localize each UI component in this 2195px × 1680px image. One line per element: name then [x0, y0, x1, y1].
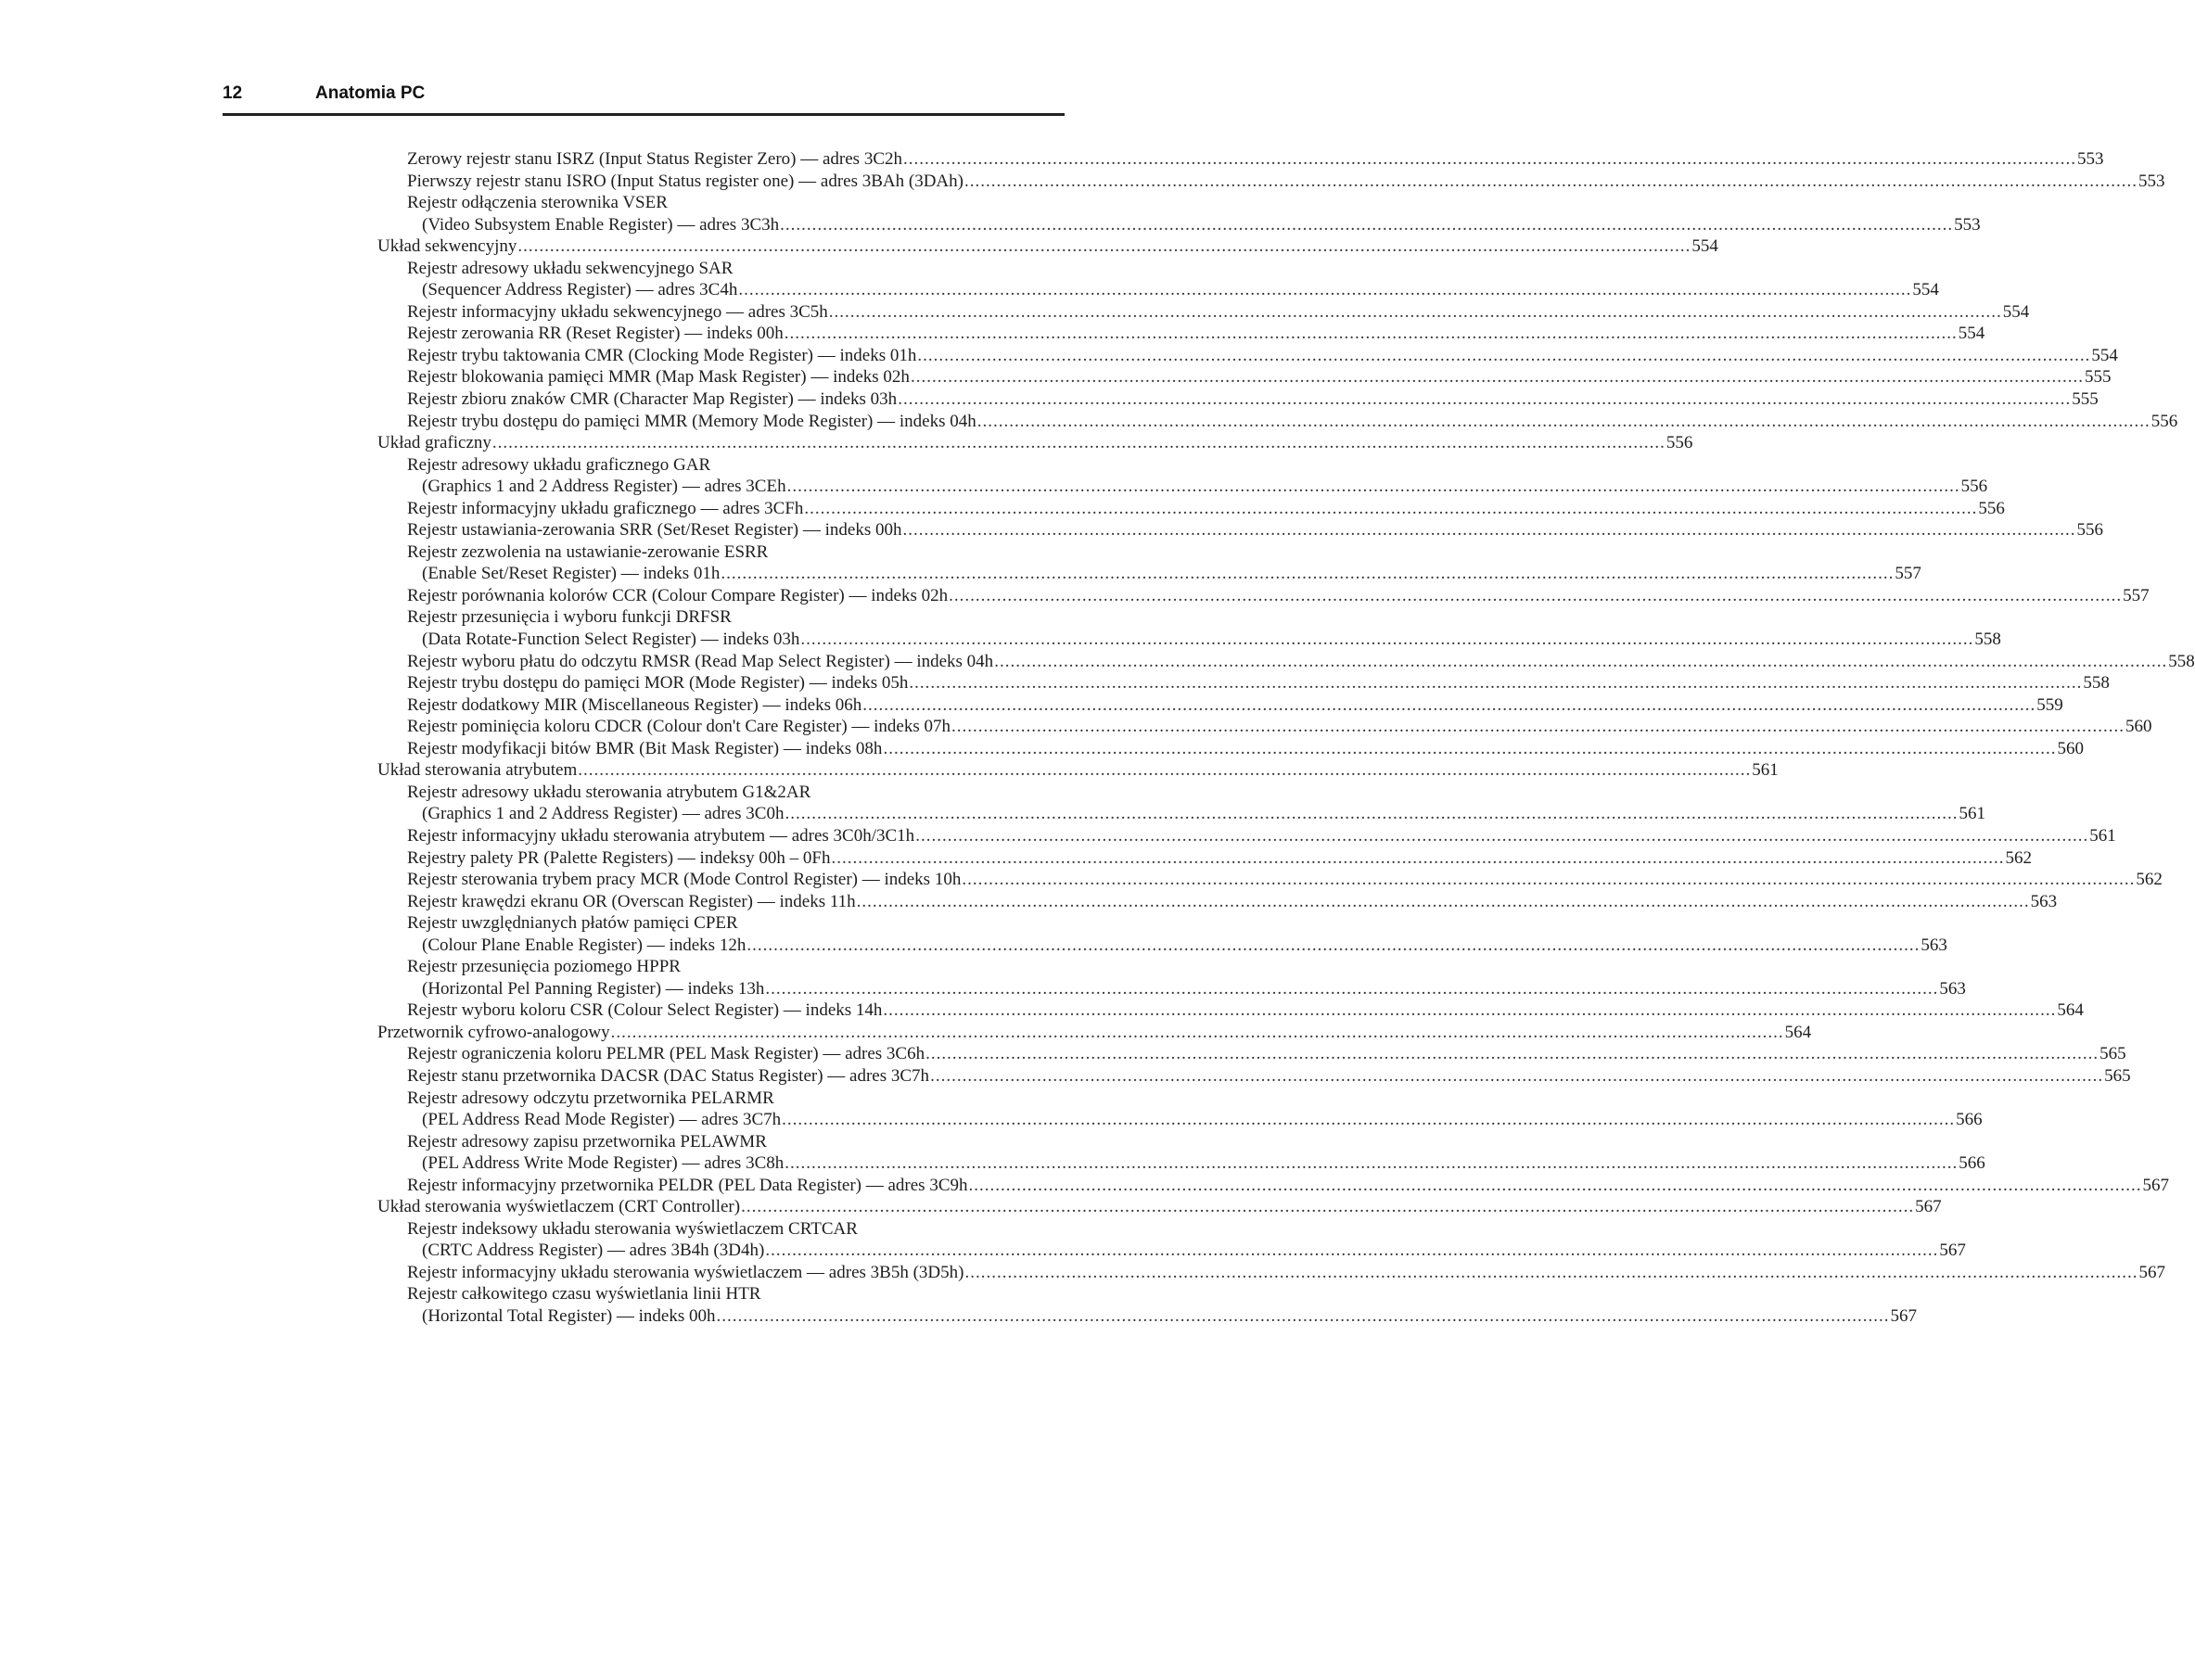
toc-page-number: 557: [2123, 585, 2150, 605]
toc-entry: [377, 1152, 1985, 1175]
toc-page-number: 562: [2005, 847, 2032, 868]
toc-entry: [377, 629, 2001, 651]
dot-leader: ............................................................................................................................................................................................................................: [800, 630, 1974, 650]
toc-entry-text: (PEL Address Write Mode Register) — adres 3C8h: [422, 1153, 785, 1174]
toc-page-number: 567: [1939, 1241, 1966, 1261]
toc-entry-text: Rejestr ograniczenia koloru PELMR (PEL Mask Register) — adres 3C6h: [407, 1044, 925, 1064]
toc-entry: [377, 563, 1921, 585]
toc-entry: [377, 388, 2099, 411]
toc-entry-text: Rejestr całkowitego czasu wyświetlania linii HTR: [407, 1284, 761, 1305]
toc-entry: [377, 694, 2063, 717]
toc-page-number: 567: [2138, 1262, 2165, 1282]
toc-entry: [377, 366, 2112, 388]
toc-entry: [377, 1175, 2170, 1197]
toc-entry-text: (Video Subsystem Enable Register) — adres 3C3h: [422, 214, 780, 235]
dot-leader: ............................................................................................................................................................................................................................: [976, 411, 2150, 431]
toc-entry: [377, 803, 1985, 825]
toc-entry-text: Rejestr adresowy układu sterowania atrybutem G1&2AR: [407, 782, 811, 802]
toc-entry: [377, 606, 1064, 629]
dot-leader: ............................................................................................................................................................................................................................: [738, 280, 1912, 300]
toc-page-number: 558: [2168, 651, 2195, 671]
dot-leader: ............................................................................................................................................................................................................................: [951, 717, 2125, 737]
toc-entry-text: Rejestr porównania kolorów CCR (Colour Compare Register) — indeks 02h: [407, 585, 949, 605]
dot-leader: ............................................................................................................................................................................................................................: [883, 1000, 2057, 1021]
toc-page-number: 567: [1890, 1305, 1918, 1326]
toc-entry-text: Rejestr sterowania trybem pracy MCR (Mode Control Register) — indeks 10h: [407, 870, 962, 890]
toc-page-number: 562: [2136, 870, 2163, 890]
dot-leader: ............................................................................................................................................................................................................................: [741, 1197, 1915, 1217]
page-number: 12: [223, 83, 243, 103]
toc-entry-text: Rejestr zerowania RR (Reset Register) — indeks 00h: [407, 324, 784, 344]
toc-entry: [377, 978, 1966, 1000]
toc-entry: [377, 345, 2118, 367]
toc-entry: [377, 651, 2195, 673]
toc-page-number: 564: [2057, 1000, 2084, 1021]
toc-entry-text: Rejestr zbioru znaków CMR (Character Map Register) — indeks 03h: [407, 389, 898, 410]
toc-entry: [377, 869, 2163, 891]
toc-page-number: 567: [1915, 1197, 1942, 1217]
toc-entry-text: (Enable Set/Reset Register) — indeks 01h: [422, 564, 721, 584]
toc-entry-text: Rejestr krawędzi ekranu OR (Overscan Register) — indeks 11h: [407, 891, 856, 911]
toc-section-entry: [377, 1196, 1942, 1218]
toc-page-number: 556: [1960, 477, 1988, 497]
toc-entry-text: Rejestr wyboru koloru CSR (Colour Select Register) — indeks 14h: [407, 1000, 883, 1021]
toc-entry: [377, 498, 2005, 520]
toc-section-entry: [377, 759, 1779, 782]
toc-entry-text: Rejestr adresowy układu graficznego GAR: [407, 454, 711, 475]
toc-entry-text: (Sequencer Address Register) — adres 3C4h: [422, 280, 738, 300]
toc-entry-text: Rejestr modyfikacji bitów BMR (Bit Mask Register) — indeks 08h: [407, 738, 883, 758]
toc-entry-text: Rejestr trybu taktowania CMR (Clocking Mode Register) — indeks 01h: [407, 345, 917, 365]
toc-page-number: 560: [2125, 717, 2152, 737]
toc-entry: [377, 1218, 1064, 1241]
toc-entry-text: Rejestr odłączenia sterownika VSER: [407, 193, 668, 213]
toc-entry-text: Rejestr przesunięcia i wyboru funkcji DRFSR: [407, 607, 732, 628]
toc-page-number: 554: [1958, 324, 1985, 344]
toc-entry-text: Rejestr adresowy układu sekwencyjnego SAR: [407, 258, 734, 278]
dot-leader: ............................................................................................................................................................................................................................: [994, 651, 2168, 671]
toc-entry: [377, 323, 1985, 345]
toc-entry-text: Układ sekwencyjny: [377, 236, 517, 257]
dot-leader: ............................................................................................................................................................................................................................: [903, 149, 2076, 169]
toc-entry-text: Rejestr przesunięcia poziomego HPPR: [407, 957, 681, 977]
toc-entry: [377, 847, 2032, 870]
toc-entry-text: Rejestr informacyjny układu graficznego — adres 3CFh: [407, 498, 804, 518]
toc-page-number: 560: [2057, 738, 2084, 758]
toc-entry-text: Rejestr uwzględnianych płatów pamięci CPER: [407, 913, 738, 934]
toc-entry-text: Rejestr adresowy zapisu przetwornika PELAWMR: [407, 1131, 767, 1152]
toc-entry: [377, 1283, 1064, 1305]
toc-page-number: 558: [1974, 630, 2001, 650]
dot-leader: ............................................................................................................................................................................................................................: [828, 301, 2002, 322]
dot-leader: ............................................................................................................................................................................................................................: [578, 760, 1752, 781]
toc-entry: [377, 301, 2030, 324]
toc-entry-text: Rejestr stanu przetwornika DACSR (DAC Status Register) — adres 3C7h: [407, 1065, 930, 1086]
dot-leader: ............................................................................................................................................................................................................................: [786, 477, 1960, 497]
dot-leader: ............................................................................................................................................................................................................................: [968, 1175, 2142, 1195]
dot-leader: ............................................................................................................................................................................................................................: [517, 236, 1691, 257]
toc-entry: [377, 1262, 2165, 1284]
toc-page-number: 559: [2036, 694, 2063, 715]
toc-entry-text: Zerowy rejestr stanu ISRZ (Input Status Register Zero) — adres 3C2h: [407, 149, 902, 169]
toc-section-entry: [377, 235, 1718, 258]
dot-leader: ............................................................................................................................................................................................................................: [962, 870, 2136, 890]
dot-leader: ............................................................................................................................................................................................................................: [910, 367, 2084, 388]
toc-page-number: 555: [2084, 367, 2112, 388]
toc-entry-text: (Colour Plane Enable Register) — indeks 12h: [422, 935, 747, 955]
toc-page-number: 564: [1784, 1022, 1812, 1042]
dot-leader: ............................................................................................................................................................................................................................: [930, 1065, 2104, 1086]
dot-leader: ............................................................................................................................................................................................................................: [716, 1305, 1890, 1326]
toc-entry: [377, 782, 1064, 804]
toc-entry-text: (Horizontal Total Register) — indeks 00h: [422, 1305, 716, 1326]
toc-entry: [377, 1109, 1983, 1131]
dot-leader: ............................................................................................................................................................................................................................: [610, 1022, 1784, 1042]
toc-entry-text: Układ graficzny: [377, 433, 491, 453]
toc-entry-text: Układ sterowania wyświetlaczem (CRT Controller): [377, 1197, 741, 1217]
dot-leader: ............................................................................................................................................................................................................................: [721, 564, 1895, 584]
toc-entry-text: (Data Rotate-Function Select Register) — indeks 03h: [422, 630, 800, 650]
dot-leader: ............................................................................................................................................................................................................................: [785, 1153, 1959, 1174]
toc-entry-text: Rejestr ustawiania-zerowania SRR (Set/Reset Register) — indeks 00h: [407, 520, 902, 541]
toc-entry: [377, 148, 2104, 171]
toc-entry-text: Rejestr zezwolenia na ustawianie-zerowanie ESRR: [407, 541, 769, 562]
dot-leader: ............................................................................................................................................................................................................................: [804, 498, 1978, 518]
toc-entry-text: Rejestr indeksowy układu sterowania wyświetlaczem CRTCAR: [407, 1218, 858, 1239]
toc-page-number: 553: [2077, 149, 2104, 169]
toc-entry-text: Rejestr informacyjny układu sterowania wyświetlaczem — adres 3B5h (3D5h): [407, 1262, 964, 1282]
toc-page-number: 554: [2002, 301, 2030, 322]
toc-entry: [377, 411, 2178, 433]
dot-leader: ............................................................................................................................................................................................................................: [747, 935, 1921, 955]
toc-entry-text: Rejestr trybu dostępu do pamięci MMR (Memory Mode Register) — indeks 04h: [407, 411, 976, 431]
toc-entry-text: Rejestry palety PR (Palette Registers) — indeksy 00h – 0Fh: [407, 847, 831, 868]
toc-page-number: 553: [1954, 214, 1981, 235]
dot-leader: ............................................................................................................................................................................................................................: [949, 585, 2123, 605]
toc-entry-text: Rejestr wyboru płatu do odczytu RMSR (Read Map Select Register) — indeks 04h: [407, 651, 994, 671]
toc-page-number: 554: [2091, 345, 2118, 365]
toc-entry: [377, 716, 2152, 738]
toc-entry-text: (CRTC Address Register) — adres 3B4h (3D4h): [422, 1241, 765, 1261]
toc-entry: [377, 1088, 1064, 1110]
toc-page-number: 556: [2076, 520, 2103, 541]
dot-leader: ............................................................................................................................................................................................................................: [883, 738, 2057, 758]
dot-leader: ............................................................................................................................................................................................................................: [902, 520, 2076, 541]
dot-leader: ............................................................................................................................................................................................................................: [898, 389, 2072, 410]
toc-entry: [377, 956, 1064, 978]
toc-page-number: 561: [1959, 804, 1985, 824]
toc-entry: [377, 1240, 1966, 1262]
toc-page-number: 563: [1921, 935, 1947, 955]
toc-page-number: 556: [1665, 433, 1693, 453]
dot-leader: ............................................................................................................................................................................................................................: [917, 345, 2091, 365]
toc-page-number: 557: [1895, 564, 1921, 584]
dot-leader: ............................................................................................................................................................................................................................: [964, 1262, 2138, 1282]
toc-entry-text: Rejestr pominięcia koloru CDCR (Colour don't Care Register) — indeks 07h: [407, 717, 951, 737]
toc-entry: [377, 891, 2058, 913]
toc-page-number: 565: [2099, 1044, 2126, 1064]
toc-page-number: 558: [2083, 673, 2110, 694]
toc-page-number: 554: [1691, 236, 1718, 257]
table-of-contents: [377, 148, 2195, 1328]
dot-leader: ............................................................................................................................................................................................................................: [831, 847, 2005, 868]
dot-leader: ............................................................................................................................................................................................................................: [925, 1044, 2099, 1064]
dot-leader: ............................................................................................................................................................................................................................: [782, 1110, 1956, 1130]
toc-entry: [377, 999, 2084, 1022]
toc-entry-text: Rejestr trybu dostępu do pamięci MOR (Mode Register) — indeks 05h: [407, 673, 909, 694]
toc-entry-text: (Graphics 1 and 2 Address Register) — adres 3CEh: [422, 477, 786, 497]
toc-entry: [377, 541, 1064, 564]
dot-leader: ............................................................................................................................................................................................................................: [784, 324, 1958, 344]
toc-entry: [377, 171, 2165, 193]
toc-entry-text: Rejestr informacyjny przetwornika PELDR (PEL Data Register) — adres 3C9h: [407, 1175, 968, 1195]
toc-entry-text: Pierwszy rejestr stanu ISRO (Input Status register one) — adres 3BAh (3DAh): [407, 171, 964, 191]
toc-entry-text: Rejestr informacyjny układu sterowania atrybutem — adres 3C0h/3C1h: [407, 825, 915, 846]
toc-entry-text: Przetwornik cyfrowo-analogowy: [377, 1022, 610, 1042]
toc-entry-text: Rejestr adresowy odczytu przetwornika PELARMR: [407, 1088, 774, 1108]
dot-leader: ............................................................................................................................................................................................................................: [856, 891, 2030, 911]
toc-section-entry: [377, 1022, 1812, 1044]
toc-page-number: 566: [1956, 1110, 1983, 1130]
toc-entry-text: (PEL Address Read Mode Register) — adres 3C7h: [422, 1110, 782, 1130]
toc-page-number: 563: [1939, 978, 1966, 999]
toc-page-number: 553: [2138, 171, 2165, 191]
toc-entry: [377, 476, 1988, 498]
toc-entry: [377, 1065, 2131, 1088]
toc-entry: [377, 258, 1064, 280]
toc-entry: [377, 825, 2116, 847]
dot-leader: ............................................................................................................................................................................................................................: [915, 825, 2089, 846]
toc-entry: [377, 214, 1981, 236]
toc-entry: [377, 1131, 1064, 1153]
dot-leader: ............................................................................................................................................................................................................................: [785, 804, 1959, 824]
toc-entry-text: Układ sterowania atrybutem: [377, 760, 578, 781]
toc-entry: [377, 912, 1064, 935]
dot-leader: ............................................................................................................................................................................................................................: [765, 1241, 1939, 1261]
toc-page-number: 554: [1912, 280, 1939, 300]
toc-entry-text: Rejestr informacyjny układu sekwencyjnego — adres 3C5h: [407, 301, 828, 322]
toc-page-number: 565: [2104, 1065, 2131, 1086]
book-title: Anatomia PC: [315, 83, 426, 103]
toc-entry: [377, 738, 2084, 760]
toc-page-number: 561: [2089, 825, 2116, 846]
toc-entry: [377, 192, 1064, 214]
toc-entry: [377, 935, 1947, 957]
toc-page-number: 556: [2150, 411, 2178, 431]
toc-page-number: 556: [1978, 498, 2005, 518]
toc-page-number: 566: [1959, 1153, 1985, 1174]
toc-entry-text: (Graphics 1 and 2 Address Register) — adres 3C0h: [422, 804, 785, 824]
dot-leader: ............................................................................................................................................................................................................................: [964, 171, 2138, 191]
toc-entry: [377, 672, 2110, 694]
toc-entry-text: Rejestr blokowania pamięci MMR (Map Mask Register) — indeks 02h: [407, 367, 910, 388]
dot-leader: ............................................................................................................................................................................................................................: [909, 673, 2083, 694]
toc-section-entry: [377, 432, 1693, 454]
toc-page-number: 561: [1752, 760, 1779, 781]
toc-page-number: 555: [2072, 389, 2099, 410]
toc-page-number: 563: [2030, 891, 2058, 911]
toc-entry-text: (Horizontal Pel Panning Register) — indeks 13h: [422, 978, 765, 999]
dot-leader: ............................................................................................................................................................................................................................: [862, 694, 2036, 715]
dot-leader: ............................................................................................................................................................................................................................: [765, 978, 1939, 999]
toc-entry: [377, 1305, 1918, 1328]
toc-page-number: 567: [2142, 1175, 2170, 1195]
toc-entry: [377, 1043, 2126, 1065]
dot-leader: ............................................................................................................................................................................................................................: [780, 214, 1954, 235]
toc-entry: [377, 279, 1939, 301]
toc-entry: [377, 519, 2103, 541]
toc-entry: [377, 454, 1064, 477]
dot-leader: ............................................................................................................................................................................................................................: [491, 433, 1665, 453]
running-header: [223, 82, 1065, 116]
toc-entry-text: Rejestr dodatkowy MIR (Miscellaneous Register) — indeks 06h: [407, 694, 862, 715]
toc-entry: [377, 585, 2150, 607]
